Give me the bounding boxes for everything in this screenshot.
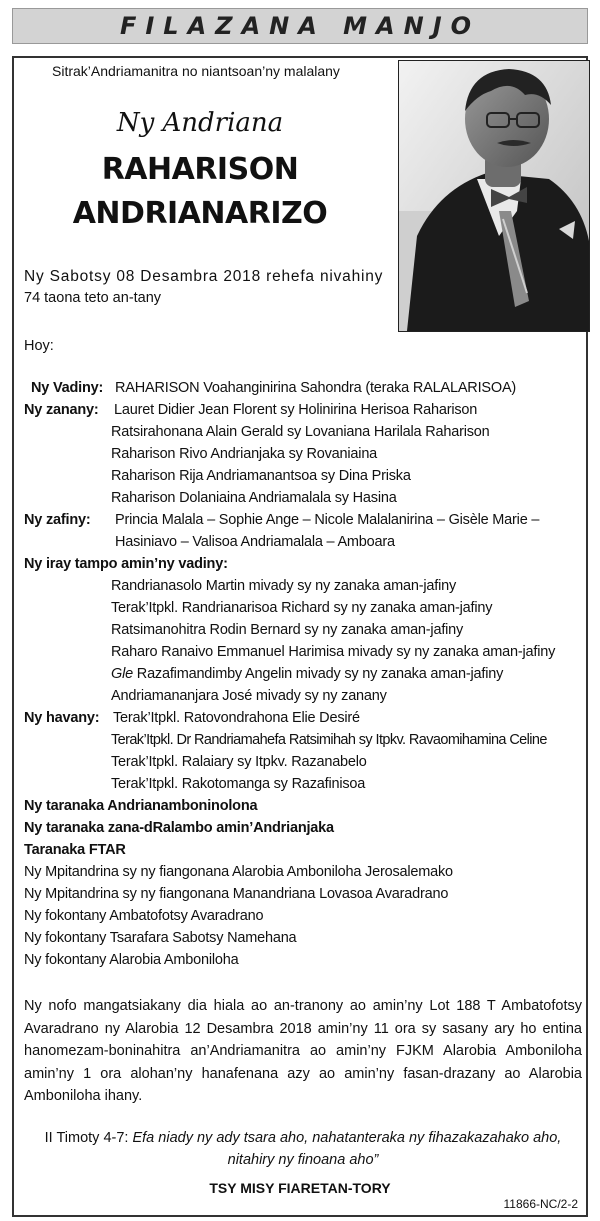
group-bold: Ny taranaka zana-dRalambo amin’Andrianjaka <box>24 820 334 836</box>
intro-line: Sitrak’Andriamanitra no niantsoan’ny malalany <box>52 63 340 79</box>
group-item: Ny Mpitandrina sy ny fiangonana Alarobia Amboniloha Jerosalemako <box>24 864 453 880</box>
family-row: Terak’Itpkl. Dr Randriamahefa Ratsimihah sy Itpkv. Ravaomihamina Celine <box>111 732 547 748</box>
scripture-quote <box>24 1127 582 1171</box>
family-row: Princia Malala – Sophie Ange – Nicole Malalanirina – Gisèle Marie – <box>115 512 540 528</box>
quote-line2: nitahiry ny finoana aho” <box>227 1152 379 1168</box>
family-row: Ratsirahonana Alain Gerald sy Lovaniana Harilala Raharison <box>111 424 490 440</box>
group-item: Ny fokontany Alarobia Amboniloha <box>24 952 239 968</box>
paragraph-line: Avaradrano ny Alarobia 12 Desambra 2018 amin’ny 11 ora sy sasany ary ho entina <box>24 1020 582 1037</box>
portrait-image <box>399 61 589 331</box>
family-row: Ratsimanohitra Rodin Bernard sy ny zanaka aman-jafiny <box>111 622 464 638</box>
family-text-vadiny: RAHARISON Voahanginirina Sahondra (teraka RALALARISOA) <box>115 380 517 396</box>
family-label-zanany: Ny zanany: <box>24 402 99 418</box>
family-row: Raharo Ranaivo Emmanuel Harimisa mivady sy ny zanaka aman-jafiny <box>111 644 556 660</box>
paragraph-line: hanomezam-boninahitra an’Andriamanitra ao amin’ny FJKM Alarobia Amboniloha <box>24 1043 582 1059</box>
portrait-photo <box>398 60 590 332</box>
page-header-banner <box>12 8 588 44</box>
group-bold: Ny taranaka Andrianamboninolona <box>24 798 258 814</box>
reference-code: 11866-NC/2-2 <box>503 1197 578 1211</box>
deceased-name-line2: ANDRIANARIZO <box>72 196 328 231</box>
family-label-zafiny: Ny zafiny: <box>24 512 91 528</box>
group-bold: Taranaka FTAR <box>24 842 126 858</box>
gle-prefix: Gle <box>111 666 133 682</box>
group-item: Ny fokontany Ambatofotsy Avaradrano <box>24 908 264 924</box>
family-label-vadiny: Ny Vadiny: <box>31 380 104 396</box>
family-row: Lauret Didier Jean Florent sy Holinirina Herisoa Raharison <box>114 402 478 418</box>
family-row: Raharison Rija Andriamanantsoa sy Dina Priska <box>111 468 411 484</box>
deceased-name-line1: RAHARISON <box>101 152 299 187</box>
death-date-text: Ny Sabotsy 08 Desambra 2018 rehefa nivahiny <box>24 268 384 285</box>
paragraph-line: amin’ny 1 ora alohan’ny hanafenana azy ao amin’ny fasan-drazany ao Alarobia <box>24 1065 582 1082</box>
family-label-havany: Ny havany: <box>24 710 100 726</box>
honorific-title: Ny Andriana <box>116 108 284 138</box>
funeral-paragraph <box>24 995 582 1108</box>
family-row: Terak’Itpkl. Ralaiary sy Itpkv. Razanabelo <box>111 754 367 770</box>
family-label-iray-tampo: Ny iray tampo amin’ny vadiny: <box>24 556 228 572</box>
family-row: Terak’Itpkl. Ratovondrahona Elie Desiré <box>113 710 360 726</box>
hoy-label: Hoy: <box>24 338 54 354</box>
quote-reference: II Timoty 4-7: <box>44 1130 133 1146</box>
age-text: 74 taona teto an-tany <box>24 290 162 306</box>
family-row: Terak’Itpkl. Rakotomanga sy Razafinisoa <box>111 776 366 792</box>
family-row: Andriamananjara José mivady sy ny zanany <box>111 688 387 704</box>
quote-line1: Efa niady ny ady tsara aho, nahatanteraka ny fihazakazahako aho, <box>132 1130 562 1146</box>
group-item: Ny fokontany Tsarafara Sabotsy Namehana <box>24 930 297 946</box>
family-row: Gle Razafimandimby Angelin mivady sy ny zanaka aman-jafiny <box>111 666 504 682</box>
page-header-title: FILAZANA MANJO <box>119 12 481 40</box>
family-row: Terak’Itpkl. Randrianarisoa Richard sy ny zanaka aman-jafiny <box>111 600 493 616</box>
family-row: Randrianasolo Martin mivady sy ny zanaka aman-jafiny <box>111 578 457 594</box>
paragraph-line: Amboniloha ihany. <box>24 1088 143 1104</box>
family-row: Raharison Dolaniaina Andriamalala sy Hasina <box>111 490 397 506</box>
footer-note: TSY MISY FIARETAN-TORY <box>209 1180 391 1196</box>
group-item: Ny Mpitandrina sy ny fiangonana Manandriana Lovasoa Avaradrano <box>24 886 449 902</box>
paragraph-line: Ny nofo mangatsiakany dia hiala ao an-tranony ao amin’ny Lot 188 T Ambatofotsy <box>24 998 582 1014</box>
family-row: Raharison Rivo Andrianjaka sy Rovaniaina <box>111 446 378 462</box>
family-row: Hasiniavo – Valisoa Andriamalala – Amboara <box>115 534 395 550</box>
